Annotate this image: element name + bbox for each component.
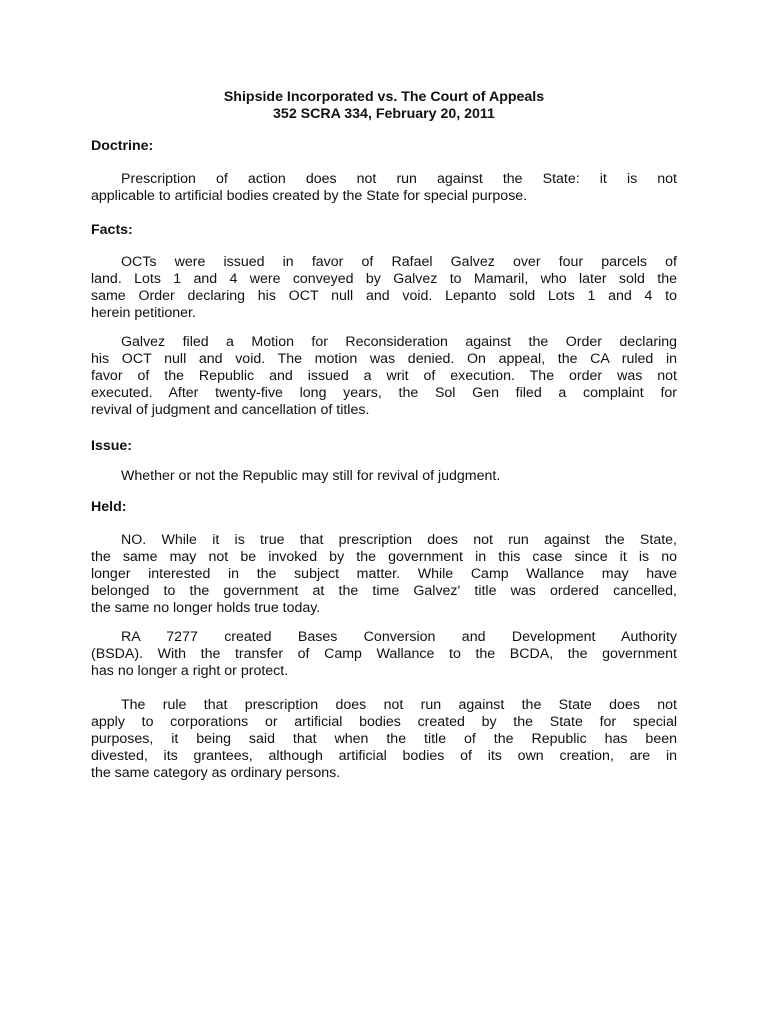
paragraph bbox=[91, 629, 677, 680]
paragraph-line: divested, its grantees, although artificial bodies of its own creation, are in bbox=[91, 747, 677, 764]
paragraph-line: land. Lots 1 and 4 were conveyed by Galvez to Mamaril, who later sold the bbox=[91, 270, 677, 287]
paragraph-line: Prescription of action does not run against the State: it is not bbox=[121, 171, 677, 187]
case-citation: 352 SCRA 334, February 20, 2011 bbox=[273, 106, 495, 122]
paragraph-line: RA 7277 created Bases Conversion and Development Authority bbox=[121, 629, 677, 645]
paragraph-line: his OCT null and void. The motion was denied. On appeal, the CA ruled in bbox=[91, 350, 677, 367]
heading-issue: Issue: bbox=[91, 438, 133, 454]
paragraph bbox=[91, 254, 677, 322]
paragraph-line: executed. After twenty-five long years, the Sol Gen filed a complaint for bbox=[91, 384, 677, 401]
paragraph-line: (BSDA). With the transfer of Camp Wallance to the BCDA, the government bbox=[91, 645, 677, 662]
paragraph-line: belonged to the government at the time Galvez' title was ordered cancelled, bbox=[91, 582, 677, 599]
paragraph-line: favor of the Republic and issued a writ of execution. The order was not bbox=[91, 367, 677, 384]
paragraph-line: The rule that prescription does not run against the State does not bbox=[121, 697, 677, 713]
heading-held: Held: bbox=[91, 499, 127, 515]
paragraph-line: has no longer a right or protect. bbox=[91, 662, 289, 679]
paragraph-line: the same category as ordinary persons. bbox=[91, 764, 341, 781]
paragraph-line: applicable to artificial bodies created by the State for special purpose. bbox=[91, 187, 528, 204]
paragraph-line: apply to corporations or artificial bodies created by the State for special bbox=[91, 713, 677, 730]
paragraph bbox=[91, 468, 677, 485]
case-title: Shipside Incorporated vs. The Court of Appeals bbox=[223, 89, 545, 105]
paragraph-line: Galvez filed a Motion for Reconsideration against the Order declaring bbox=[121, 334, 677, 350]
paragraph-line: purposes, it being said that when the title of the Republic has been bbox=[91, 730, 677, 747]
paragraph bbox=[91, 697, 677, 781]
paragraph-line: the same may not be invoked by the government in this case since it is no bbox=[91, 548, 677, 565]
paragraph bbox=[91, 334, 677, 418]
paragraph-line: NO. While it is true that prescription does not run against the State, bbox=[121, 532, 677, 548]
paragraph-line: revival of judgment and cancellation of titles. bbox=[91, 401, 370, 418]
paragraph-line: Whether or not the Republic may still for revival of judgment. bbox=[121, 468, 501, 484]
paragraph bbox=[91, 171, 677, 205]
paragraph bbox=[91, 532, 677, 616]
paragraph-line: OCTs were issued in favor of Rafael Galvez over four parcels of bbox=[121, 254, 677, 270]
paragraph-line: the same no longer holds true today. bbox=[91, 599, 321, 616]
paragraph-line: longer interested in the subject matter. While Camp Wallance may have bbox=[91, 565, 677, 582]
heading-doctrine: Doctrine: bbox=[91, 138, 154, 154]
heading-facts: Facts: bbox=[91, 222, 133, 238]
paragraph-line: herein petitioner. bbox=[91, 304, 196, 321]
paragraph-line: same Order declaring his OCT null and void. Lepanto sold Lots 1 and 4 to bbox=[91, 287, 677, 304]
